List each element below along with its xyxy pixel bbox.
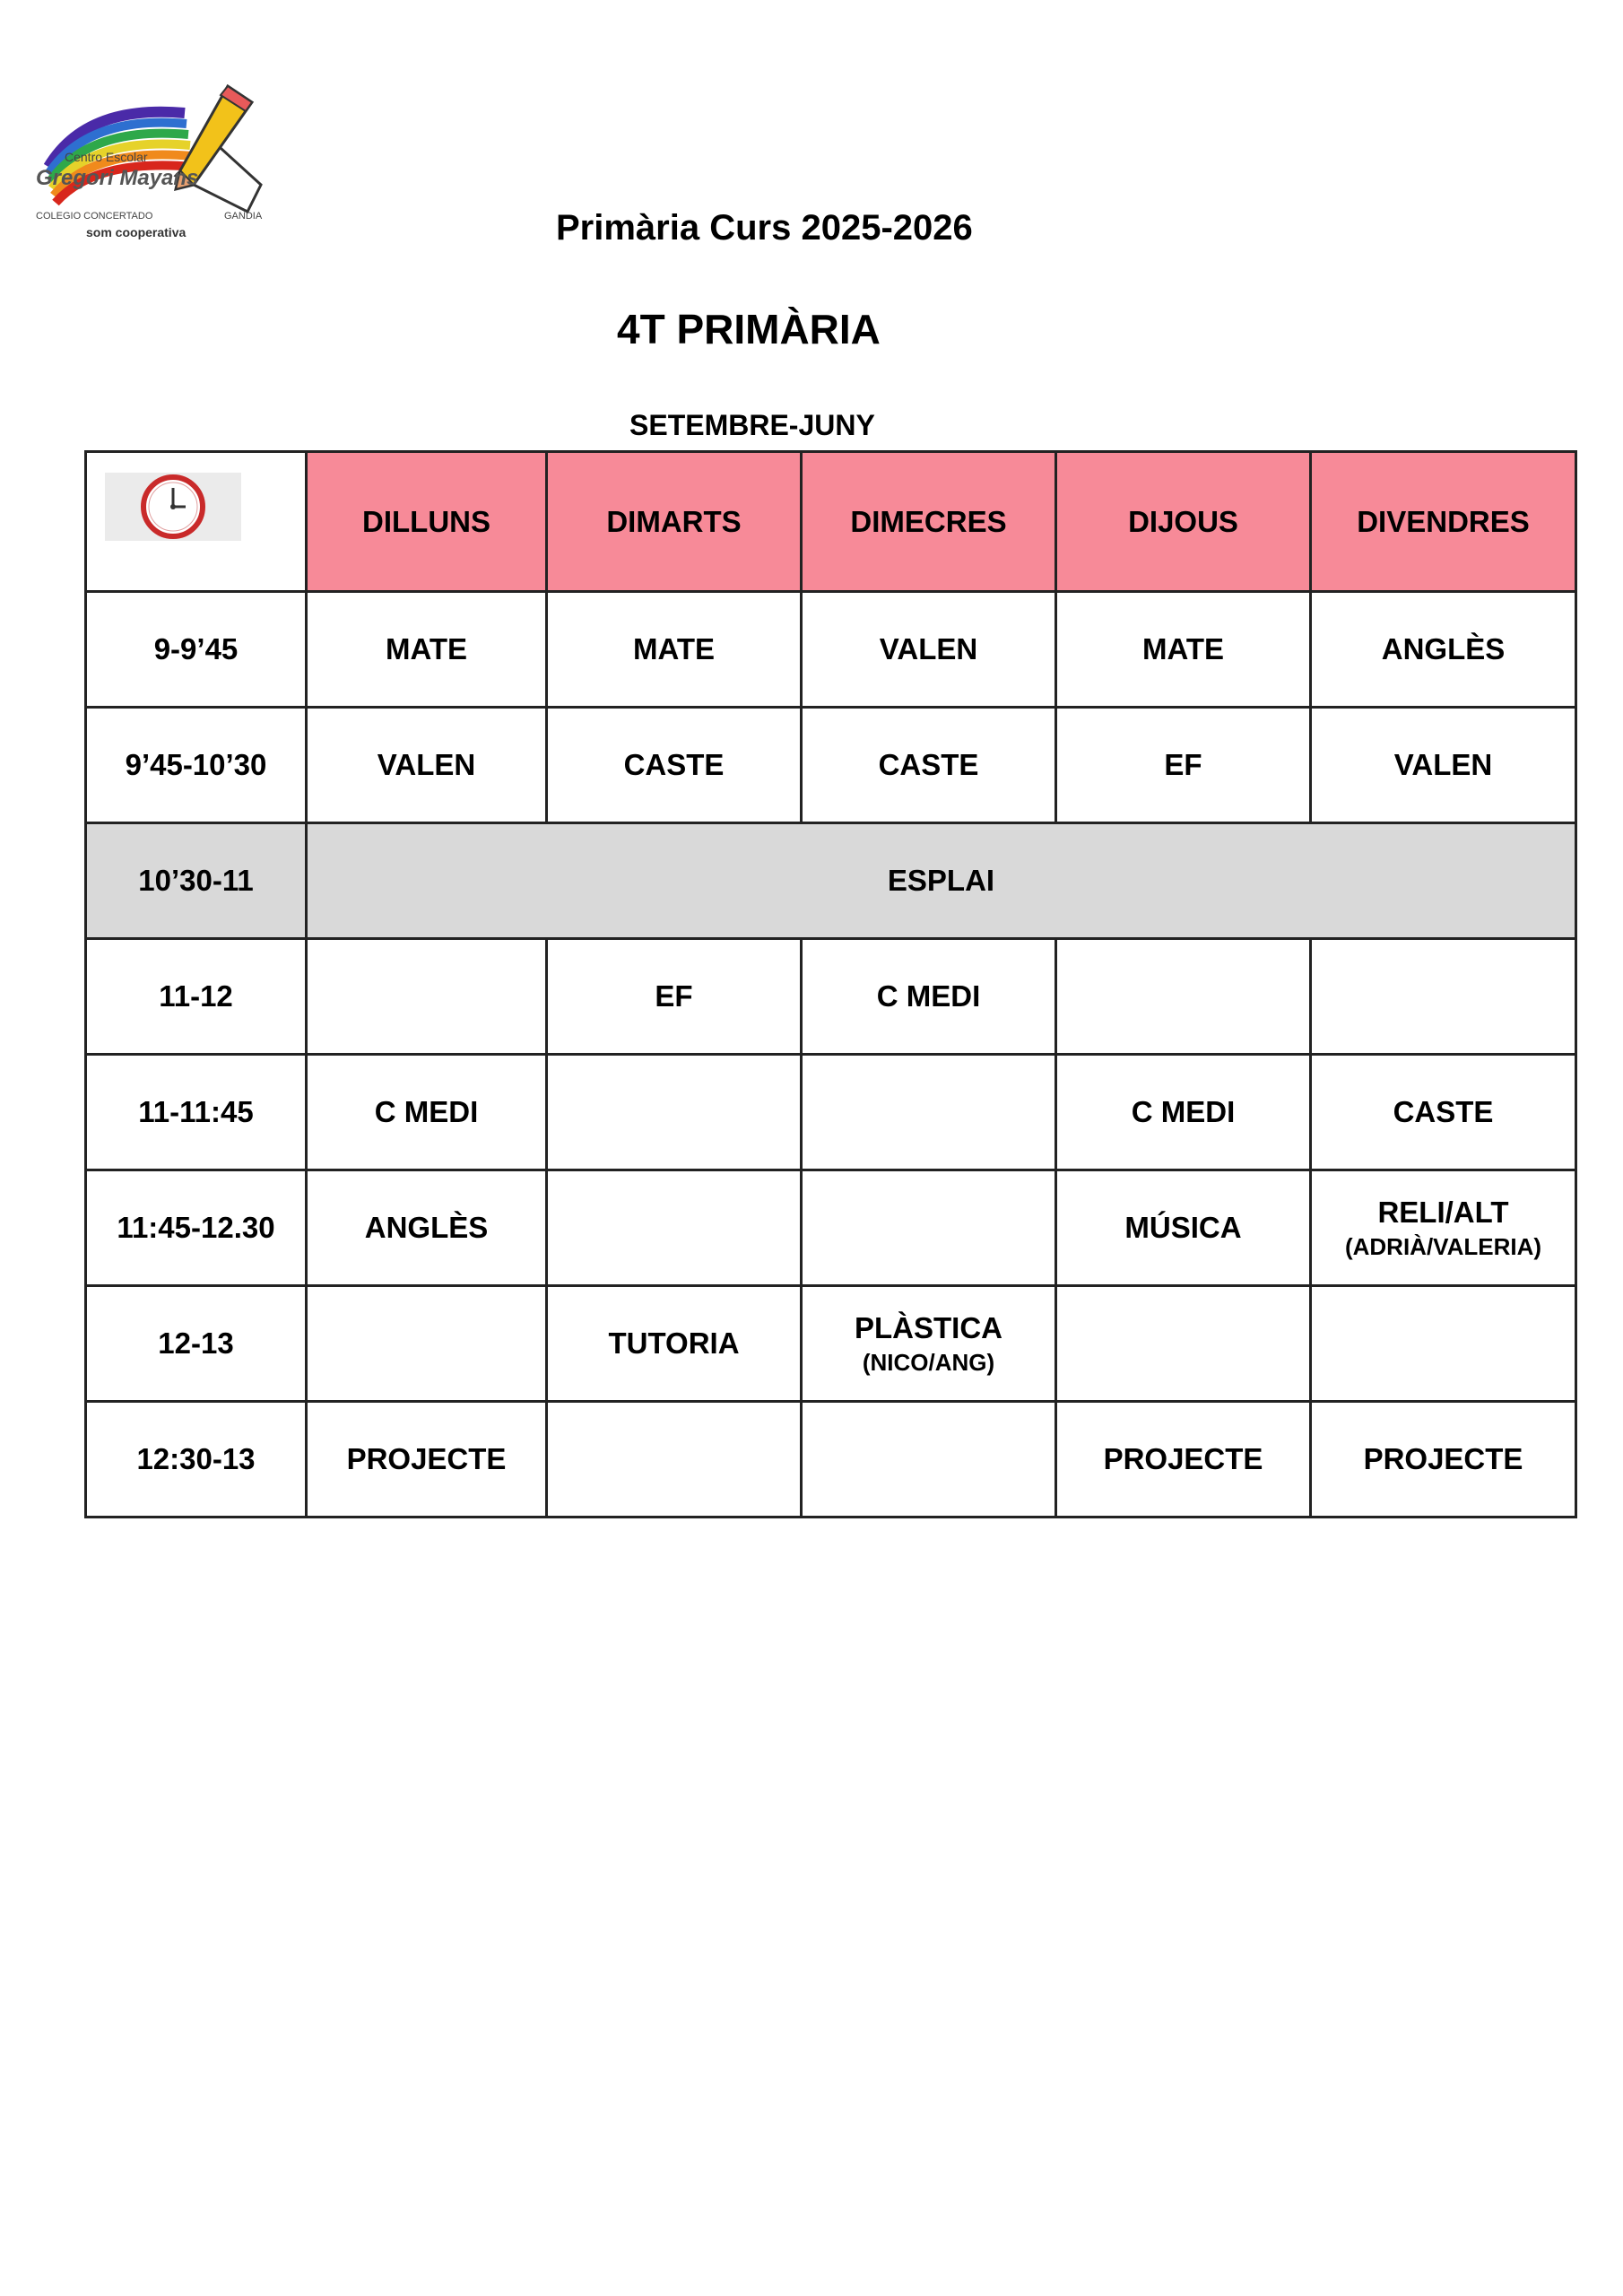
day-header: DILLUNS bbox=[307, 452, 547, 592]
logo-line-3-left: COLEGIO CONCERTADO bbox=[36, 211, 153, 222]
day-header: DIMARTS bbox=[547, 452, 802, 592]
time-slot: 12-13 bbox=[86, 1286, 307, 1402]
class-cell bbox=[802, 708, 1056, 823]
timetable bbox=[84, 450, 1577, 1518]
class-cell bbox=[547, 939, 802, 1055]
day-header: DIVENDRES bbox=[1311, 452, 1576, 592]
subject-label: ANGLÈS bbox=[1381, 632, 1506, 665]
class-cell bbox=[1311, 1402, 1576, 1518]
subject-label: PROJECTE bbox=[346, 1442, 507, 1475]
period-label: SETEMBRE-JUNY bbox=[629, 409, 875, 441]
schedule-row bbox=[86, 1286, 1576, 1402]
subject-label: PROJECTE bbox=[1103, 1442, 1263, 1475]
class-cell bbox=[802, 592, 1056, 708]
class-cell bbox=[1056, 1170, 1311, 1286]
class-cell bbox=[1056, 1402, 1311, 1518]
subject-label: PROJECTE bbox=[1363, 1442, 1523, 1475]
class-cell bbox=[1311, 592, 1576, 708]
class-cell bbox=[307, 1402, 547, 1518]
clock-icon bbox=[137, 471, 209, 543]
subject-label: CASTE bbox=[623, 748, 725, 781]
schedule-row bbox=[86, 1055, 1576, 1170]
class-cell bbox=[1311, 708, 1576, 823]
subject-label: MATE bbox=[632, 632, 716, 665]
time-slot: 11-12 bbox=[86, 939, 307, 1055]
class-cell bbox=[1056, 939, 1311, 1055]
subject-label: ANGLÈS bbox=[364, 1211, 489, 1244]
subject-label: VALEN bbox=[1393, 748, 1493, 781]
class-cell bbox=[802, 1055, 1056, 1170]
class-cell bbox=[1056, 592, 1311, 708]
class-cell bbox=[307, 939, 547, 1055]
class-cell bbox=[802, 939, 1056, 1055]
break-cell: ESPLAI bbox=[307, 823, 1576, 939]
course-title: Primària Curs 2025-2026 bbox=[556, 208, 973, 248]
class-cell bbox=[1056, 1055, 1311, 1170]
class-cell bbox=[547, 592, 802, 708]
day-header: DIMECRES bbox=[802, 452, 1056, 592]
schedule-row bbox=[86, 1170, 1576, 1286]
schedule-row bbox=[86, 939, 1576, 1055]
header-row bbox=[86, 452, 1576, 592]
class-cell bbox=[1056, 708, 1311, 823]
time-slot: 12:30-13 bbox=[86, 1402, 307, 1518]
subject-label: EF bbox=[655, 979, 693, 1013]
class-cell bbox=[802, 1402, 1056, 1518]
subject-label: RELI/ALT bbox=[1377, 1195, 1509, 1229]
class-cell bbox=[307, 708, 547, 823]
class-cell bbox=[1311, 1286, 1576, 1402]
time-slot: 11-11:45 bbox=[86, 1055, 307, 1170]
subject-note: (ADRIÀ/VALERIA) bbox=[1344, 1232, 1542, 1260]
class-cell bbox=[1311, 1170, 1576, 1286]
class-cell bbox=[307, 1170, 547, 1286]
logo-line-4: som cooperativa bbox=[86, 225, 187, 239]
clock-cell bbox=[86, 452, 307, 592]
logo-line-2: Gregori Mayans bbox=[36, 166, 199, 190]
time-slot: 11:45-12.30 bbox=[86, 1170, 307, 1286]
day-header: DIJOUS bbox=[1056, 452, 1311, 592]
logo-line-3-right: GANDIA bbox=[224, 211, 263, 222]
subject-label: EF bbox=[1164, 748, 1202, 781]
time-slot: 9-9’45 bbox=[86, 592, 307, 708]
subject-label: PLÀSTICA bbox=[855, 1310, 1002, 1344]
class-cell bbox=[802, 1286, 1056, 1402]
subject-label: VALEN bbox=[879, 632, 978, 665]
subject-label: TUTORIA bbox=[608, 1326, 740, 1360]
class-cell bbox=[547, 1055, 802, 1170]
class-cell bbox=[547, 1170, 802, 1286]
subject-note: (NICO/ANG) bbox=[862, 1348, 995, 1376]
time-slot: 9’45-10’30 bbox=[86, 708, 307, 823]
subject-label: MATE bbox=[385, 632, 468, 665]
schedule-row bbox=[86, 823, 1576, 939]
subject-label: MÚSICA bbox=[1124, 1211, 1242, 1244]
schedule-row bbox=[86, 708, 1576, 823]
class-cell bbox=[1311, 939, 1576, 1055]
class-cell bbox=[547, 708, 802, 823]
class-cell bbox=[547, 1402, 802, 1518]
subject-label: C MEDI bbox=[1131, 1095, 1236, 1128]
logo-line-1: Centro Escolar bbox=[65, 150, 148, 164]
subject-label: VALEN bbox=[377, 748, 476, 781]
class-cell bbox=[307, 1286, 547, 1402]
class-cell bbox=[547, 1286, 802, 1402]
subject-label: CASTE bbox=[1393, 1095, 1494, 1128]
class-cell bbox=[1311, 1055, 1576, 1170]
class-cell bbox=[802, 1170, 1056, 1286]
class-cell bbox=[1056, 1286, 1311, 1402]
class-cell bbox=[307, 1055, 547, 1170]
school-logo bbox=[32, 77, 274, 253]
subject-label: MATE bbox=[1141, 632, 1225, 665]
class-cell bbox=[307, 592, 547, 708]
time-slot: 10’30-11 bbox=[86, 823, 307, 939]
schedule-row bbox=[86, 1402, 1576, 1518]
subject-label: C MEDI bbox=[876, 979, 981, 1013]
school-logo-graphic bbox=[32, 77, 274, 253]
subject-label: CASTE bbox=[878, 748, 979, 781]
subject-label: C MEDI bbox=[374, 1095, 479, 1128]
grade-title: 4T PRIMÀRIA bbox=[617, 306, 881, 352]
schedule-row bbox=[86, 592, 1576, 708]
